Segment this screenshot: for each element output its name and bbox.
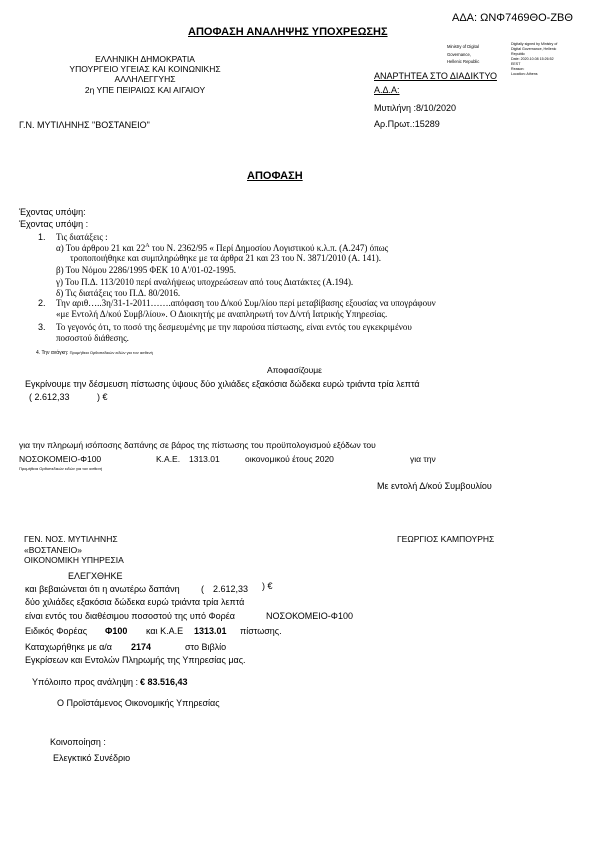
item-a-continued: τροποποιήθηκε και συμπληρώθηκε με τα άρθρα 21 και 23 του Ν. 3871/2010 (Α. 141).: [70, 253, 381, 263]
registered-number: 2174: [131, 642, 152, 652]
item-a: [56, 243, 388, 253]
item-2-continued: «με Εντολή Δ/κού Συμβ/λίου». Ο Διοικητής με αναπληρωτή τον Δ/ντή Ιατρικής Υπηρεσίας.: [56, 309, 388, 319]
verified-amount: 2.612,33: [213, 584, 249, 594]
item-4: [36, 351, 153, 356]
publish-notice: ΑΝΑΡΤΗΤΕΑ ΣΤΟ ΔΙΑΔΙΚΤΥΟ: [374, 71, 497, 81]
cc-label: Κοινοποίηση :: [50, 737, 106, 747]
ada-header: ΑΔΑ: ΩΝΦ7469ΘΟ-ΖΒΘ: [452, 12, 573, 24]
amount-close: ) €: [97, 392, 108, 402]
amount-open: ( 2.612,33: [29, 392, 70, 402]
verified-amount-close: ) €: [262, 581, 273, 591]
budget-entity: ΝΟΣΟΚΟΜΕΙΟ-Φ100: [19, 454, 102, 464]
payment-line: για την πληρωμή ισόποσης δαπάνης σε βάρος της πίστωσης του προϋπολογισμού εξόδων του: [19, 440, 376, 450]
signature-detail: Date: 2020.10.08 15:26:52: [511, 57, 554, 61]
item-2-text: Την αριθ…..3η/31-1-2011…….απόφαση του Δ/κού Συμ/λίου περί μεταβίβασης εξουσίας να υπογράφουν: [56, 298, 436, 308]
org-line-1: ΕΛΛΗΝΙΚΗ ΔΗΜΟΚΡΑΤΙΑ: [95, 54, 195, 64]
budget-kae-value: 1313.01: [189, 454, 220, 464]
org-line-4: 2η ΥΠΕ ΠΕΙΡΑΙΩΣ ΚΑΙ ΑΙΓΑΙΟΥ: [84, 85, 206, 95]
cc-value: Ελεγκτικό Συνέδριο: [53, 753, 131, 763]
on-behalf-line: Με εντολή Δ/κού Συμβουλίου: [377, 481, 492, 491]
within-entity: ΝΟΣΟΚΟΜΕΙΟ-Φ100: [266, 611, 353, 621]
org-line-3: ΑΛΛΗΛΕΓΓΥΗΣ: [114, 74, 176, 84]
credit-word: πίστωσης.: [240, 626, 282, 636]
within-line: είναι εντός του διαθέσιμου ποσοστού της υπό Φορέα: [25, 611, 235, 621]
item-2-number: 2.: [38, 298, 46, 308]
item-3-continued: ποσοστού διάθεσης.: [56, 333, 129, 343]
signature-detail: Digitally signed by Ministry of: [511, 42, 558, 46]
item-b: β) Του Νόμου 2286/1995 ΦΕΚ 10 Α'/01-02-1995.: [56, 265, 236, 275]
signature-detail: Digital Governance, Hellenic: [511, 47, 557, 51]
remaining-label: Υπόλοιπο προς ανάληψη :: [32, 677, 139, 687]
item-1-text: Τις διατάξεις :: [56, 232, 108, 242]
amount-words: δύο χιλιάδες εξακόσια δώδεκα ευρώ τριάντα τρία λεπτά: [25, 597, 245, 607]
registered-book: στο Βιβλίο: [185, 642, 227, 652]
signature-issuer-line-2: Governance,: [447, 51, 471, 57]
item-3-number: 3.: [38, 322, 46, 332]
item-1-number: 1.: [38, 232, 46, 242]
item-d: δ) Τις διατάξεις του Π.Δ. 80/2016.: [56, 288, 181, 298]
budget-for: για την: [410, 454, 436, 464]
kae-label: και Κ.Α.Ε: [146, 626, 184, 636]
purpose-note: Προμήθεια Ορθοπεδικών ειδών για τον ασθενή: [19, 466, 103, 471]
approve-line: Εγκρίνουμε την δέσμευση πίστωσης ύψους δύο χιλιάδες εξακόσια δώδεκα ευρώ τριάντα τρία λεπτά: [25, 379, 420, 389]
signature-issuer-line-1: Ministry of Digital: [447, 44, 479, 49]
verified-line: και βεβαιώνεται ότι η ανωτέρω δαπάνη: [25, 584, 180, 594]
finance-line-1: ΓΕΝ. ΝΟΣ. ΜΥΤΙΛΗΝΗΣ: [24, 534, 118, 544]
decide-label: Αποφασίζουμε: [267, 365, 322, 375]
signature-details: [511, 42, 557, 77]
item-4-label: 4. Την ανάγκη:: [36, 350, 69, 356]
budget-year: οικονομικού έτους 2020: [245, 454, 334, 464]
item-g: γ) Του Π.Δ. 113/2010 περί αναλήψεως υποχρεώσεων από τους Διατάκτες (Α.194).: [56, 277, 354, 287]
signatory-name: ΓΕΩΡΓΙΟΣ ΚΑΜΠΟΥΡΗΣ: [397, 534, 495, 544]
signature-detail: Republic: [511, 52, 525, 56]
head-finance: Ο Προϊστάμενος Οικονομικής Υπηρεσίας: [57, 698, 220, 708]
kae-value: 1313.01: [194, 626, 227, 636]
remaining-value: € 83.516,43: [140, 677, 188, 687]
registered-label: Καταχωρήθηκε με α/α: [25, 642, 112, 652]
digital-signature: [447, 43, 479, 66]
signature-detail: Reason:: [511, 67, 525, 71]
item-a-lead: α) Του άρθρου 21 και 22: [56, 243, 146, 253]
decision-heading: ΑΠΟΦΑΣΗ: [247, 170, 303, 182]
signature-issuer-line-3: Hellenic Republic: [447, 59, 480, 64]
special-carrier-label: Ειδικός Φορέας: [25, 626, 88, 636]
signature-detail: EEST: [511, 62, 521, 66]
finance-line-2: «ΒΟΣΤΑΝΕΙΟ»: [24, 545, 83, 555]
finance-line-3: ΟΙΚΟΝΟΜΙΚΗ ΥΠΗΡΕΣΙΑ: [24, 555, 124, 565]
item-3-text: Το γεγονός ότι, το ποσό της δεσμευμένης με την παρούσα πίστωσης, είναι εντός του εγκεκριμένου: [56, 322, 412, 332]
item-a-superscript: Α: [145, 243, 150, 249]
document-title: ΑΠΟΦΑΣΗ ΑΝΑΛΗΨΗΣ ΥΠΟΧΡΕΩΣΗΣ: [188, 26, 388, 38]
budget-kae-label: Κ.Α.Ε.: [156, 454, 181, 464]
approvals-line: Εγκρίσεων και Εντολών Πληρωμής της Υπηρεσίας μας.: [25, 655, 246, 665]
item-a-rest: του Ν. 2362/95 « Περί Δημοσίου Λογιστικού κ.λ.π. (Α.247) όπως: [151, 243, 389, 253]
checked-label: ΕΛΕΓΧΘΗΚΕ: [68, 571, 123, 581]
considering-1: Έχοντας υπόψη:: [19, 207, 86, 217]
hospital-name: Γ.Ν. ΜΥΤΙΛΗΝΗΣ "ΒΟΣΤΑΝΕΙΟ": [19, 120, 150, 130]
protocol-line: Αρ.Πρωτ.:15289: [374, 119, 440, 129]
org-line-2: ΥΠΟΥΡΓΕΙΟ ΥΓΕΙΑΣ ΚΑΙ ΚΟΙΝΩΝΙΚΗΣ: [69, 64, 221, 74]
signature-detail: Location: Athens: [511, 72, 538, 76]
considering-2: Έχοντας υπόψη :: [19, 219, 89, 229]
item-4-need: Προμήθεια Ορθοπεδικών ειδών για τον ασθενή: [69, 350, 153, 355]
verified-amount-open: (: [201, 584, 204, 594]
special-carrier-value: Φ100: [105, 626, 128, 636]
ada-label: Α.Δ.Α:: [374, 85, 400, 95]
date-line: Μυτιλήνη :8/10/2020: [374, 103, 457, 113]
